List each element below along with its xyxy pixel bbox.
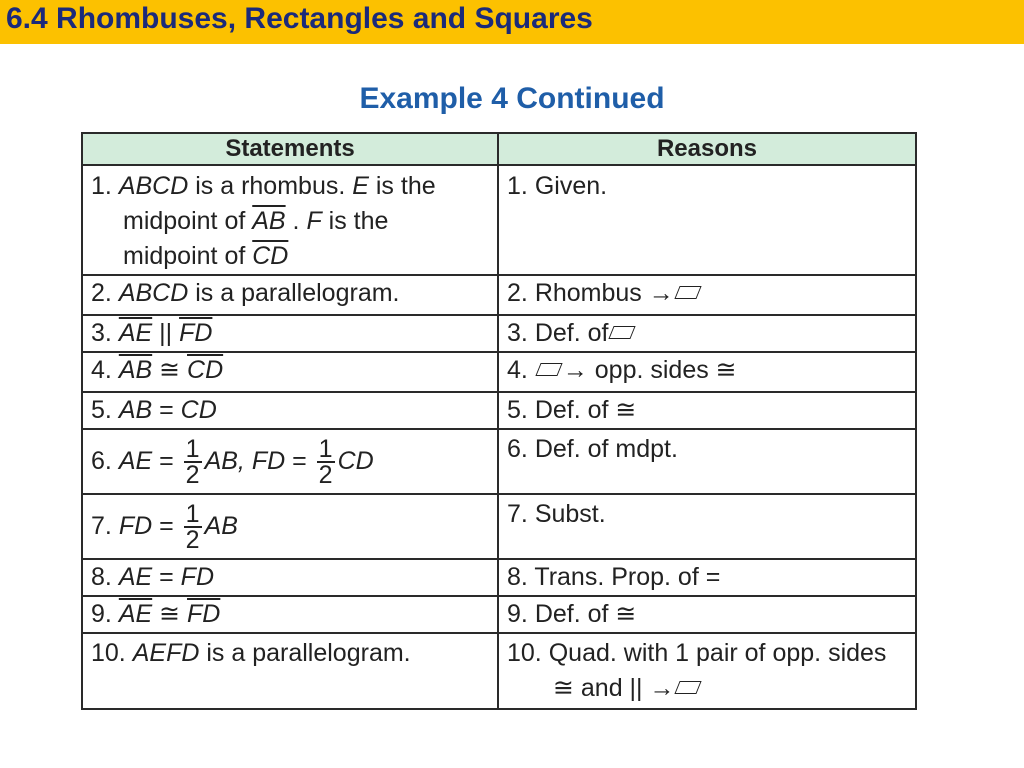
proof-table xyxy=(81,132,917,710)
parallelogram-icon xyxy=(674,286,701,299)
statement-cell: 2. ABCD is a parallelogram. xyxy=(82,275,498,315)
statements-header: Statements xyxy=(82,133,498,165)
reason-cell: 3. Def. of xyxy=(498,315,916,352)
statement-cell: 1. ABCD is a rhombus. E is the midpoint of $\overline{AB}$ . F is the midpoint of $\overline{CD}$ xyxy=(82,165,498,275)
table-row xyxy=(82,275,916,315)
statement-cell: 10. AEFD is a parallelogram. xyxy=(82,633,498,709)
fraction-half: $\frac{1}{2}$ xyxy=(318,434,333,489)
table-header-row xyxy=(82,133,916,165)
reason-cell: 1. Given. xyxy=(498,165,916,275)
page-title: 6.4 Rhombuses, Rectangles and Squares xyxy=(6,2,593,35)
parallelogram-icon xyxy=(535,363,562,376)
reason-cell: 2. Rhombus → xyxy=(498,275,916,315)
table-row xyxy=(82,392,916,429)
example-subtitle: Example 4 Continued xyxy=(359,82,665,115)
table-row xyxy=(82,315,916,352)
parallelogram-icon xyxy=(609,326,636,339)
statement-cell: 6. AE = $\frac{1}{2}$ AB, FD = $\frac{1}{2}$ CD xyxy=(82,429,498,494)
header-bar xyxy=(0,0,1024,44)
statement-cell: 3. $\overline{AE}$ || $\overline{FD}$ xyxy=(82,315,498,352)
table-row xyxy=(82,559,916,596)
reason-cell: 7. Subst. xyxy=(498,494,916,559)
reason-cell: 6. Def. of mdpt. xyxy=(498,429,916,494)
reason-cell: 4. → opp. sides ≅ xyxy=(498,352,916,392)
reasons-header: Reasons xyxy=(498,133,916,165)
reason-cell: 10. Quad. with 1 pair of opp. sides ≅ and || → xyxy=(498,633,916,709)
statement-cell: 7. FD = $\frac{1}{2}$ AB xyxy=(82,494,498,559)
table-row xyxy=(82,352,916,392)
segment-ab: $\overline{AB}$ xyxy=(252,207,286,235)
parallelogram-icon xyxy=(675,681,702,694)
reason-cell: 5. Def. of ≅ xyxy=(498,392,916,429)
table-row xyxy=(82,429,916,494)
fraction-half: $\frac{1}{2}$ xyxy=(185,434,200,489)
table-row xyxy=(82,633,916,709)
reason-cell: 8. Trans. Prop. of = xyxy=(498,559,916,596)
reason-cell: 9. Def. of ≅ xyxy=(498,596,916,633)
statement-cell: 9. $\overline{AE}$ ≅ $\overline{FD}$ xyxy=(82,596,498,633)
table-row xyxy=(82,165,916,275)
table-row xyxy=(82,596,916,633)
statement-cell: 5. AB = CD xyxy=(82,392,498,429)
table-row xyxy=(82,494,916,559)
fraction-half: $\frac{1}{2}$ xyxy=(185,499,200,554)
statement-cell: 4. $\overline{AB}$ ≅ $\overline{CD}$ xyxy=(82,352,498,392)
segment-cd: $\overline{CD}$ xyxy=(252,242,289,270)
statement-cell: 8. AE = FD xyxy=(82,559,498,596)
